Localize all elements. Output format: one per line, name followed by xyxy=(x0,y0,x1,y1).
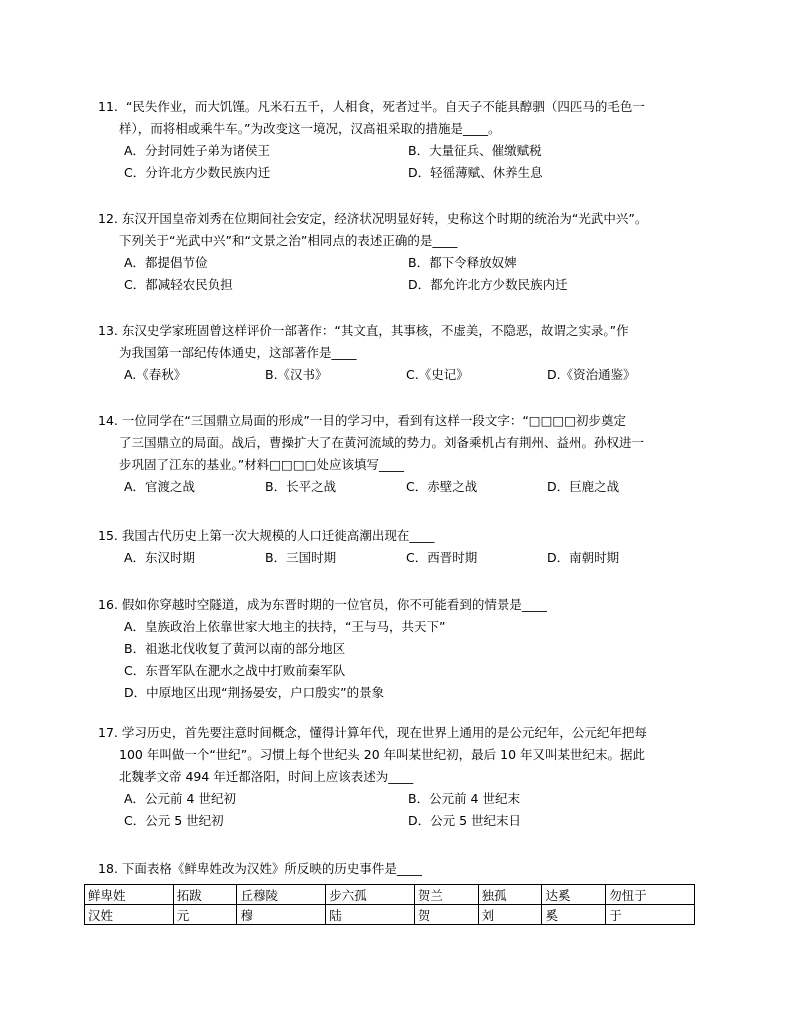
table-cell: 陆 xyxy=(326,905,415,925)
stem-line: 了三国鼎立的局面。战后，曹操扩大了在黄河流域的势力。刘备乘机占有荆州、益州。孙权进一 xyxy=(119,435,645,450)
stem-line: 我国古代历史上第一次大规模的人口迁徙高潮出现在____ xyxy=(121,528,435,543)
table-cell: 独孤 xyxy=(478,885,542,905)
table-row-han xyxy=(85,905,695,925)
option-d[interactable]: D．中原地区出现“荆扬晏安，户口殷实”的景象 xyxy=(124,685,385,700)
stem-line: 学习历史，首先要注意时间概念，懂得计算年代，现在世界上通用的是公元纪年，公元纪年把每 xyxy=(121,725,647,740)
table-cell: 贺 xyxy=(414,905,478,925)
option-c[interactable]: C．分许北方少数民族内迁 xyxy=(124,165,271,180)
option-c[interactable]: C．公元 5 世纪初 xyxy=(124,813,224,828)
option-a[interactable]: A．东汉时期 xyxy=(124,550,196,565)
stem-line: 为我国第一部纪传体通史，这部著作是____ xyxy=(119,345,357,360)
table-cell: 达奚 xyxy=(542,885,606,905)
option-b[interactable]: B．长平之战 xyxy=(265,479,337,494)
options-row xyxy=(98,810,718,832)
question-14 xyxy=(98,410,718,498)
options-row xyxy=(98,140,718,162)
table-cell: 元 xyxy=(173,905,237,925)
table-cell: 于 xyxy=(606,905,695,925)
table-cell: 勿忸于 xyxy=(606,885,695,905)
options-row xyxy=(98,364,718,386)
option-a[interactable]: A．都提倡节俭 xyxy=(124,255,208,270)
options-row xyxy=(98,252,718,274)
question-15 xyxy=(98,525,718,569)
question-stem xyxy=(98,96,718,140)
option-b[interactable]: B．三国时期 xyxy=(265,550,337,565)
question-number: 11. xyxy=(98,99,118,114)
question-number: 13. xyxy=(98,323,118,338)
option-d[interactable]: D．南朝时期 xyxy=(547,550,620,565)
question-stem xyxy=(98,594,718,616)
option-c[interactable]: C.《史记》 xyxy=(406,367,469,382)
options-row xyxy=(98,476,718,498)
option-c[interactable]: C．东晋军队在淝水之战中打败前秦军队 xyxy=(124,663,346,678)
option-b[interactable]: B．都下令释放奴婢 xyxy=(408,255,517,270)
table-cell: 贺兰 xyxy=(414,885,478,905)
table-cell: 步六孤 xyxy=(326,885,415,905)
option-a[interactable]: A．分封同姓子弟为诸侯王 xyxy=(124,143,271,158)
option-c[interactable]: C．西晋时期 xyxy=(406,550,478,565)
question-number: 17. xyxy=(98,725,118,740)
question-stem xyxy=(98,208,718,252)
option-d[interactable]: D．巨鹿之战 xyxy=(547,479,620,494)
stem-line: 样），而将相或乘牛车。”为改变这一境况，汉高祖采取的措施是____。 xyxy=(119,121,501,136)
stem-line: 东汉史学家班固曾这样评价一部著作：“其文直，其事核，不虚美，不隐恶，故谓之实录。”作 xyxy=(121,323,629,338)
option-d[interactable]: D.《资治通鉴》 xyxy=(547,367,636,382)
table-cell: 拓跋 xyxy=(173,885,237,905)
option-d[interactable]: D．轻徭薄赋、休养生息 xyxy=(408,165,543,180)
stem-line: 下面表格《鲜卑姓改为汉姓》所反映的历史事件是____ xyxy=(121,861,422,876)
option-a[interactable]: A．官渡之战 xyxy=(124,479,196,494)
option-d[interactable]: D．公元 5 世纪末日 xyxy=(408,813,522,828)
question-number: 18. xyxy=(98,861,118,876)
question-number: 15. xyxy=(98,528,118,543)
table-cell: 穆 xyxy=(237,905,326,925)
stem-line: 东汉开国皇帝刘秀在位期间社会安定，经济状况明显好转，史称这个时期的统治为“光武中兴”。 xyxy=(121,211,648,226)
options-row xyxy=(98,788,718,810)
table-cell: 奚 xyxy=(542,905,606,925)
question-stem xyxy=(98,858,718,880)
option-d[interactable]: D．都允许北方少数民族内迁 xyxy=(408,277,568,292)
stem-line: “民失作业，而大饥馑。凡米石五千，人相食，死者过半。自天子不能具醇驷（四匹马的毛色一 xyxy=(125,99,645,114)
question-stem xyxy=(98,320,718,364)
stem-line: 下列关于“光武中兴”和“文景之治”相同点的表述正确的是____ xyxy=(119,233,458,248)
option-c[interactable]: C．都减轻农民负担 xyxy=(124,277,233,292)
table-row-xianbei xyxy=(85,885,695,905)
question-stem xyxy=(98,410,718,476)
option-b[interactable]: B.《汉书》 xyxy=(265,367,328,382)
question-number: 16. xyxy=(98,597,118,612)
stem-line: 北魏孝文帝 494 年迁都洛阳，时间上应该表述为____ xyxy=(119,769,414,784)
question-stem xyxy=(98,525,718,547)
stem-line: 假如你穿越时空隧道，成为东晋时期的一位官员，你不可能看到的情景是____ xyxy=(121,597,547,612)
question-11 xyxy=(98,96,718,184)
question-13 xyxy=(98,320,718,386)
table-cell: 汉姓 xyxy=(85,905,174,925)
stem-line: 步巩固了江东的基业。”材料□□□□处应该填写____ xyxy=(119,457,404,472)
stem-line: 100 年叫做一个“世纪”。习惯上每个世纪头 20 年叫某世纪初，最后 10 年又叫某世纪末。据此 xyxy=(119,747,645,762)
table-cell: 丘穆陵 xyxy=(237,885,326,905)
options-row xyxy=(98,274,718,296)
question-number: 12. xyxy=(98,211,118,226)
option-b[interactable]: B．祖逖北伐收复了黄河以南的部分地区 xyxy=(124,641,346,656)
option-a[interactable]: A．公元前 4 世纪初 xyxy=(124,791,236,806)
option-a[interactable]: A．皇族政治上依靠世家大地主的扶持，“王与马，共天下” xyxy=(124,619,446,634)
option-b[interactable]: B．大量征兵、催缴赋税 xyxy=(408,143,542,158)
option-b[interactable]: B．公元前 4 世纪末 xyxy=(408,791,520,806)
surname-table xyxy=(84,884,695,925)
table-cell: 刘 xyxy=(478,905,542,925)
stem-line: 一位同学在“三国鼎立局面的形成”一目的学习中，看到有这样一段文字：“□□□□初步奠定 xyxy=(121,413,627,428)
options-row xyxy=(98,547,718,569)
question-stem xyxy=(98,722,718,788)
question-18 xyxy=(98,858,718,880)
question-17 xyxy=(98,722,718,832)
option-c[interactable]: C．赤壁之战 xyxy=(406,479,478,494)
question-12 xyxy=(98,208,718,296)
question-16 xyxy=(98,594,718,704)
question-number: 14. xyxy=(98,413,118,428)
table-cell: 鲜卑姓 xyxy=(85,885,174,905)
option-a[interactable]: A.《春秋》 xyxy=(124,367,187,382)
options-row xyxy=(98,162,718,184)
